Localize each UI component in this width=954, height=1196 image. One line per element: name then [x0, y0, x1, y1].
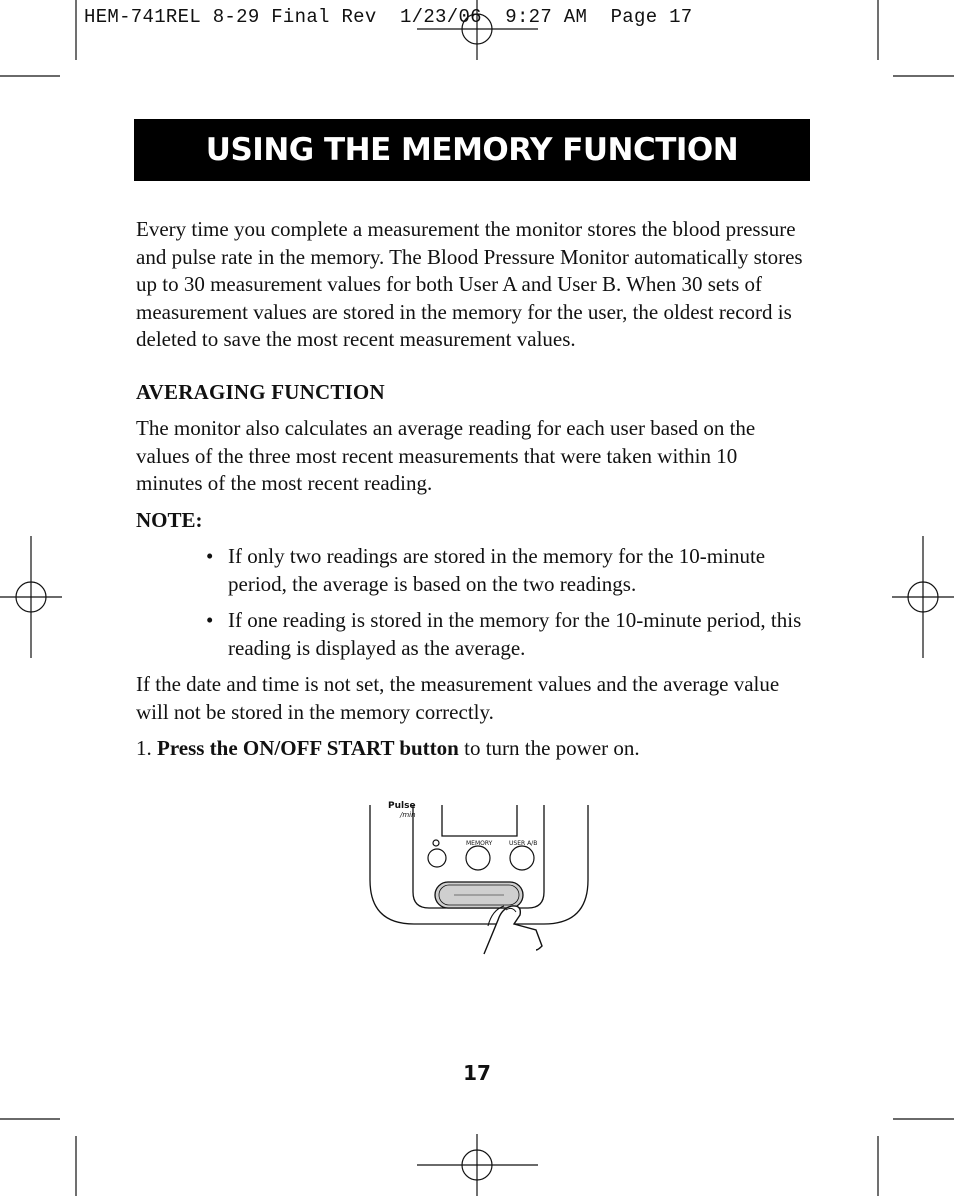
monitor-illustration [360, 800, 600, 960]
step-1 [136, 735, 808, 763]
step-rest-text: to turn the power on. [464, 736, 640, 760]
note-item [206, 607, 808, 662]
pulse-label: Pulse [388, 801, 416, 811]
bullet-icon: • [206, 544, 214, 568]
per-min-label: /min [400, 811, 416, 819]
note-item [206, 543, 808, 598]
user-button-icon [510, 846, 534, 870]
step-bold-text: Press the ON/OFF START button [157, 736, 459, 760]
user-label: USER A/B [509, 840, 538, 847]
finger-icon [484, 906, 542, 954]
note-item-text: If only two readings are stored in the memory for the 10-minute period, the average is based on the two readings. [228, 544, 766, 596]
page-number: 17 [463, 1061, 491, 1085]
print-slug-line: HEM-741REL 8-29 Final Rev 1/23/06 9:27 AM Page 17 [84, 6, 693, 28]
step-number: 1. [136, 736, 152, 760]
body-content [136, 216, 808, 763]
timer-icon [433, 840, 439, 846]
memory-button-icon [466, 846, 490, 870]
note-label: NOTE: [136, 507, 203, 532]
averaging-paragraph: The monitor also calculates an average reading for each user based on the values of the three most recent measurements that were taken within 10 minutes of the most recent reading. [136, 416, 756, 495]
small-button-icon [428, 849, 446, 867]
note-list [136, 543, 808, 662]
intro-paragraph: Every time you complete a measurement the monitor stores the blood pressure and pulse rate in the memory. The Blood Pressure Monitor automatically stores up to 30 measurement values for both User A and User B. When 30 sets of measurement values are stored in the memory for the user, the oldest record is deleted to save the most recent measurement values. [136, 217, 803, 351]
averaging-heading: AVERAGING FUNCTION [136, 379, 385, 404]
section-title-banner [134, 119, 810, 181]
note-item-text: If one reading is stored in the memory for the 10-minute period, this reading is displayed as the average. [228, 608, 802, 660]
bullet-icon: • [206, 608, 214, 632]
page-title: USING THE MEMORY FUNCTION [205, 132, 739, 168]
date-note-paragraph: If the date and time is not set, the measurement values and the average value will not be stored in the memory correctly. [136, 672, 780, 724]
memory-label: MEMORY [466, 840, 493, 847]
